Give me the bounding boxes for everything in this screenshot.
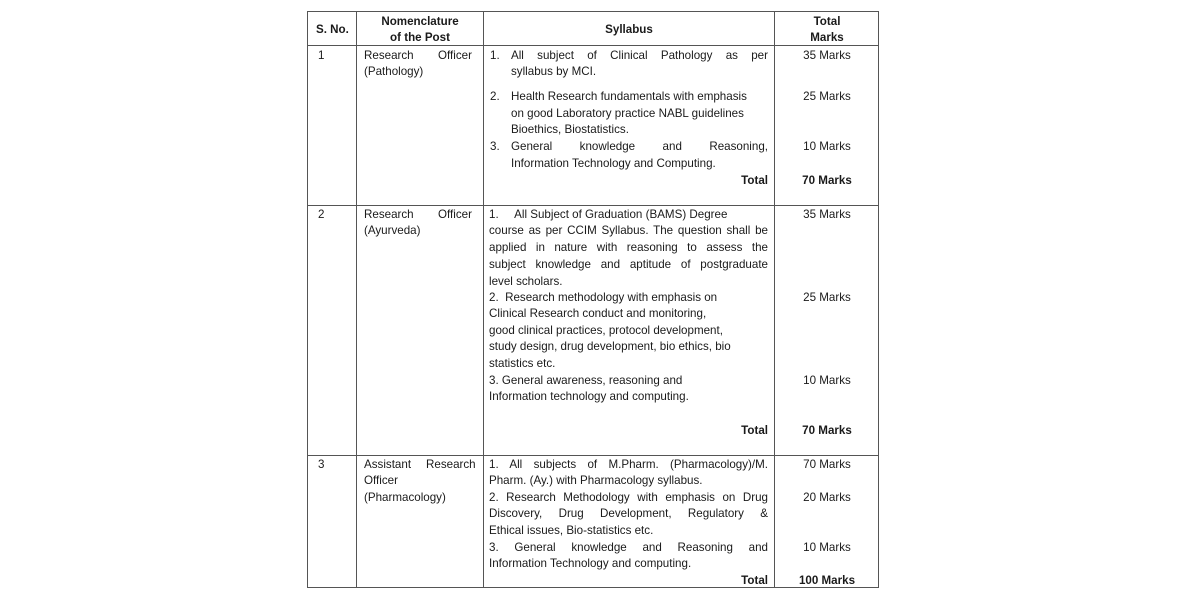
row1-item1-line1: All subject of Clinical Pathology as per — [511, 49, 768, 62]
row2-item3-line2: Information technology and computing. — [489, 390, 689, 403]
row1-item3-line1: General knowledge and Reasoning, — [511, 140, 768, 153]
row3-item3-line2: Information Technology and computing. — [489, 557, 692, 570]
row3-sno: 3 — [318, 458, 325, 471]
row2-item2-line3: good clinical practices, protocol development, — [489, 324, 723, 337]
row3-item1-line2: Pharm. (Ay.) with Pharmacology syllabus. — [489, 474, 703, 487]
row3-total-label: Total — [741, 574, 768, 587]
row1-item1-num: 1. — [490, 49, 500, 62]
row3-total-marks: 100 Marks — [798, 574, 856, 587]
row2-item1-marks: 35 Marks — [803, 208, 851, 221]
row1-item1-marks: 35 Marks — [803, 49, 851, 62]
row3-item2-line3: Ethical issues, Bio-statistics etc. — [489, 524, 654, 537]
row2-item2-line5: statistics etc. — [489, 357, 556, 370]
header-syllabus: Syllabus — [605, 23, 653, 36]
row3-item2-line1: 2. Research Methodology with emphasis on Drug — [489, 491, 768, 504]
row2-total-marks: 70 Marks — [802, 424, 852, 437]
row3-post-word2: Research — [426, 458, 476, 471]
syllabus-table — [307, 11, 879, 588]
row2-item1-line3: applied in nature with reasoning to assess the — [489, 241, 768, 254]
row1-item2-line2: on good Laboratory practice NABL guidelines — [511, 107, 744, 120]
header-post-line2: of the Post — [390, 31, 450, 44]
header-sno: S. No. — [316, 23, 349, 36]
row1-total-marks: 70 Marks — [802, 174, 852, 187]
row3-item1-marks: 70 Marks — [803, 458, 851, 471]
header-total-line1: Total — [813, 15, 841, 28]
header-post-line1: Nomenclature — [381, 15, 459, 28]
row2-post-word1: Research — [364, 208, 414, 221]
row1-item3-marks: 10 Marks — [803, 140, 851, 153]
header-total-line2: Marks — [810, 31, 844, 44]
row3-item3-line1: 3. General knowledge and Reasoning and — [489, 541, 768, 554]
row2-item1-line5: level scholars. — [489, 275, 563, 288]
row3-post-word1: Assistant — [364, 458, 412, 471]
row3-item3-marks: 10 Marks — [803, 541, 851, 554]
row3-post-word4: (Pharmacology) — [364, 491, 446, 504]
row2-item2-line1: 2. Research methodology with emphasis on — [489, 291, 718, 304]
row2-item2-marks: 25 Marks — [803, 291, 851, 304]
row3-item1-line1: 1. All subjects of M.Pharm. (Pharmacology)/M. — [489, 458, 768, 471]
row2-item3-line1: 3. General awareness, reasoning and — [489, 374, 683, 387]
row2-item3-marks: 10 Marks — [803, 374, 851, 387]
row1-post-word1: Research — [364, 49, 414, 62]
row1-item3-line2: Information Technology and Computing. — [511, 157, 716, 170]
row1-item1-line2: syllabus by MCI. — [511, 65, 597, 78]
row1-post-word3: (Pathology) — [364, 65, 424, 78]
row2-item2-line2: Clinical Research conduct and monitoring, — [489, 307, 707, 320]
row1-sno: 1 — [318, 49, 325, 62]
row1-total-label: Total — [741, 174, 768, 187]
row1-item3-num: 3. — [490, 140, 500, 153]
row2-total-label: Total — [741, 424, 768, 437]
row2-post-word2: Officer — [438, 208, 472, 221]
row2-item1-line1: 1. All Subject of Graduation (BAMS) Degree — [489, 208, 728, 221]
row3-item2-marks: 20 Marks — [803, 491, 851, 504]
row1-item2-line3: Bioethics, Biostatistics. — [511, 123, 629, 136]
row1-item2-marks: 25 Marks — [803, 90, 851, 103]
row2-item1-line2: course as per CCIM Syllabus. The question shall be — [489, 224, 768, 237]
row3-item2-line2: Discovery, Drug Development, Regulatory & — [489, 507, 768, 520]
row2-item2-line4: study design, drug development, bio ethics, bio — [489, 340, 731, 353]
row1-post-word2: Officer — [438, 49, 472, 62]
row1-item2-line1: Health Research fundamentals with emphasis — [511, 90, 747, 103]
row1-item2-num: 2. — [490, 90, 500, 103]
row2-sno: 2 — [318, 208, 325, 221]
row2-item1-line4: subject knowledge and aptitude of postgraduate — [489, 258, 768, 271]
row3-post-word3: Officer — [364, 474, 398, 487]
row2-post-word3: (Ayurveda) — [364, 224, 421, 237]
